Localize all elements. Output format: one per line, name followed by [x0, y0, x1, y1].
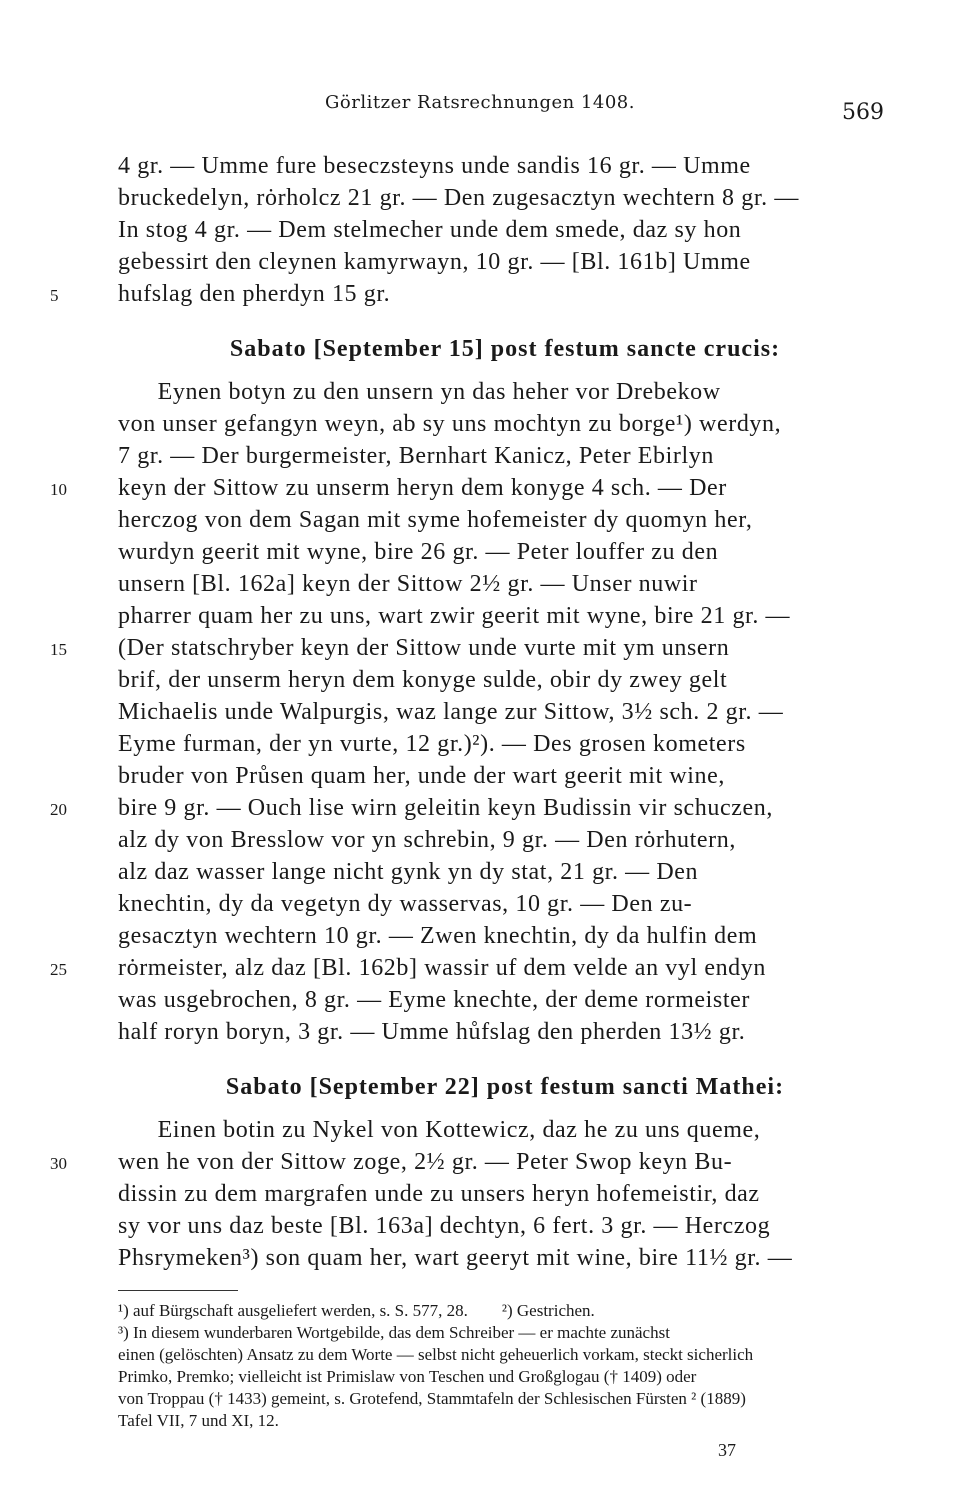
page-number: 569 [842, 100, 884, 125]
text-line: 7 gr. — Der burgermeister, Bernhart Kanicz, Peter Ebirlyn [118, 443, 714, 469]
text-line: wurdyn geerit mit wyne, bire 26 gr. — Peter louffer zu den [118, 539, 719, 565]
text-line: gesacztyn wechtern 10 gr. — Zwen knechtin, dy da hulfin dem [118, 923, 758, 949]
text-line: half roryn boryn, 3 gr. — Umme hůfslag den pherden 13½ gr. [118, 1019, 746, 1045]
text-line: bruder von Průsen quam her, unde der wart geerit mit wine, [118, 763, 726, 789]
line-number: 5 [50, 286, 59, 305]
section-heading-2: Sabato [September 22] post festum sancti Mathei: [225, 1074, 785, 1100]
text-line: sy vor uns daz beste [Bl. 163a] dechtyn, 6 fert. 3 gr. — Herczog [118, 1213, 771, 1239]
text-line: bire 9 gr. — Ouch lise wirn geleitin keyn Budissin vir schuczen, [118, 795, 773, 821]
line-number: 25 [50, 960, 67, 979]
footnote-line: ¹) auf Bürgschaft ausgeliefert werden, s. S. 577, 28. ²) Gestrichen. [118, 1301, 595, 1320]
text-line: Einen botin zu Nykel von Kottewicz, daz he zu uns queme, [118, 1117, 761, 1143]
text-line: rȯrmeister, alz daz [Bl. 162b] wassir uf dem velde an vyl endyn [118, 955, 766, 981]
text-line: dissin zu dem margrafen unde zu unsers heryn hofemeistir, daz [118, 1181, 760, 1207]
running-head: Görlitzer Ratsrechnungen 1408. [325, 92, 635, 113]
text-line: was usgebrochen, 8 gr. — Eyme knechte, der deme rormeister [118, 987, 750, 1013]
text-line: Eyme furman, der yn vurte, 12 gr.)²). — Des grosen kometers [118, 731, 746, 757]
text-line: bruckedelyn, rȯrholcz 21 gr. — Den zugesacztyn wechtern 8 gr. — [118, 185, 799, 211]
line-number: 15 [50, 640, 67, 659]
section-heading-1: Sabato [September 15] post festum sancte crucis: [229, 336, 781, 362]
line-number: 20 [50, 800, 67, 819]
footnote-line: ³) In diesem wunderbaren Wortgebilde, das dem Schreiber — er machte zunächst [118, 1323, 670, 1342]
text-line: keyn der Sittow zu unserm heryn dem konyge 4 sch. — Der [118, 475, 727, 501]
text-line: brif, der unserm heryn dem konyge sulde, obir dy zwey gelt [118, 667, 728, 693]
footnote-line: von Troppau († 1433) gemeint, s. Grotefend, Stammtafeln der Schlesischen Fürsten ² (1889) [118, 1389, 746, 1408]
text-line: hufslag den pherdyn 15 gr. [118, 281, 391, 307]
text-line: Phsrymeken³) son quam her, wart geeryt mit wine, bire 11½ gr. — [118, 1245, 793, 1271]
footnote-line: einen (gelöschten) Ansatz zu dem Worte — selbst nicht geheuerlich vorkam, steckt sicherlich [118, 1345, 754, 1364]
footnote-line: Primko, Premko; vielleicht ist Primislaw von Teschen und Großglogau († 1409) oder [118, 1367, 697, 1386]
text-line: In stog 4 gr. — Dem stelmecher unde dem smede, daz sy hon [118, 217, 742, 243]
line-number: 30 [50, 1154, 67, 1173]
text-line: alz daz wasser lange nicht gynk yn dy stat, 21 gr. — Den [118, 859, 699, 885]
text-line: gebessirt den cleynen kamyrwayn, 10 gr. — [Bl. 161b] Umme [118, 249, 751, 275]
text-line: pharrer quam her zu uns, wart zwir geerit mit wyne, bire 21 gr. — [118, 603, 791, 629]
text-line: wen he von der Sittow zoge, 2½ gr. — Peter Swop keyn Bu- [118, 1149, 733, 1175]
text-line: knechtin, dy da vegetyn dy wasservas, 10 gr. — Den zu- [118, 891, 693, 917]
text-line: von unser gefangyn weyn, ab sy uns mochtyn zu borge¹) werdyn, [118, 411, 782, 437]
footnote-separator [118, 1290, 238, 1291]
text-line: 4 gr. — Umme fure beseczsteyns unde sandis 16 gr. — Umme [118, 153, 751, 179]
text-line: (Der statschryber keyn der Sittow unde vurte mit ym unsern [118, 635, 730, 661]
text-line: unsern [Bl. 162a] keyn der Sittow 2½ gr. — Unser nuwir [118, 571, 698, 597]
text-line: herczog von dem Sagan mit syme hofemeister dy quomyn her, [118, 507, 753, 533]
printer-signature: 37 [718, 1440, 736, 1460]
text-line: Eynen botyn zu den unsern yn das heher vor Drebekow [118, 379, 721, 405]
footnote-line: Tafel VII, 7 und XI, 12. [118, 1411, 279, 1430]
text-line: Michaelis unde Walpurgis, waz lange zur Sittow, 3½ sch. 2 gr. — [118, 699, 784, 725]
text-line: alz dy von Bresslow vor yn schrebin, 9 gr. — Den rȯrhutern, [118, 827, 736, 853]
line-number: 10 [50, 480, 67, 499]
